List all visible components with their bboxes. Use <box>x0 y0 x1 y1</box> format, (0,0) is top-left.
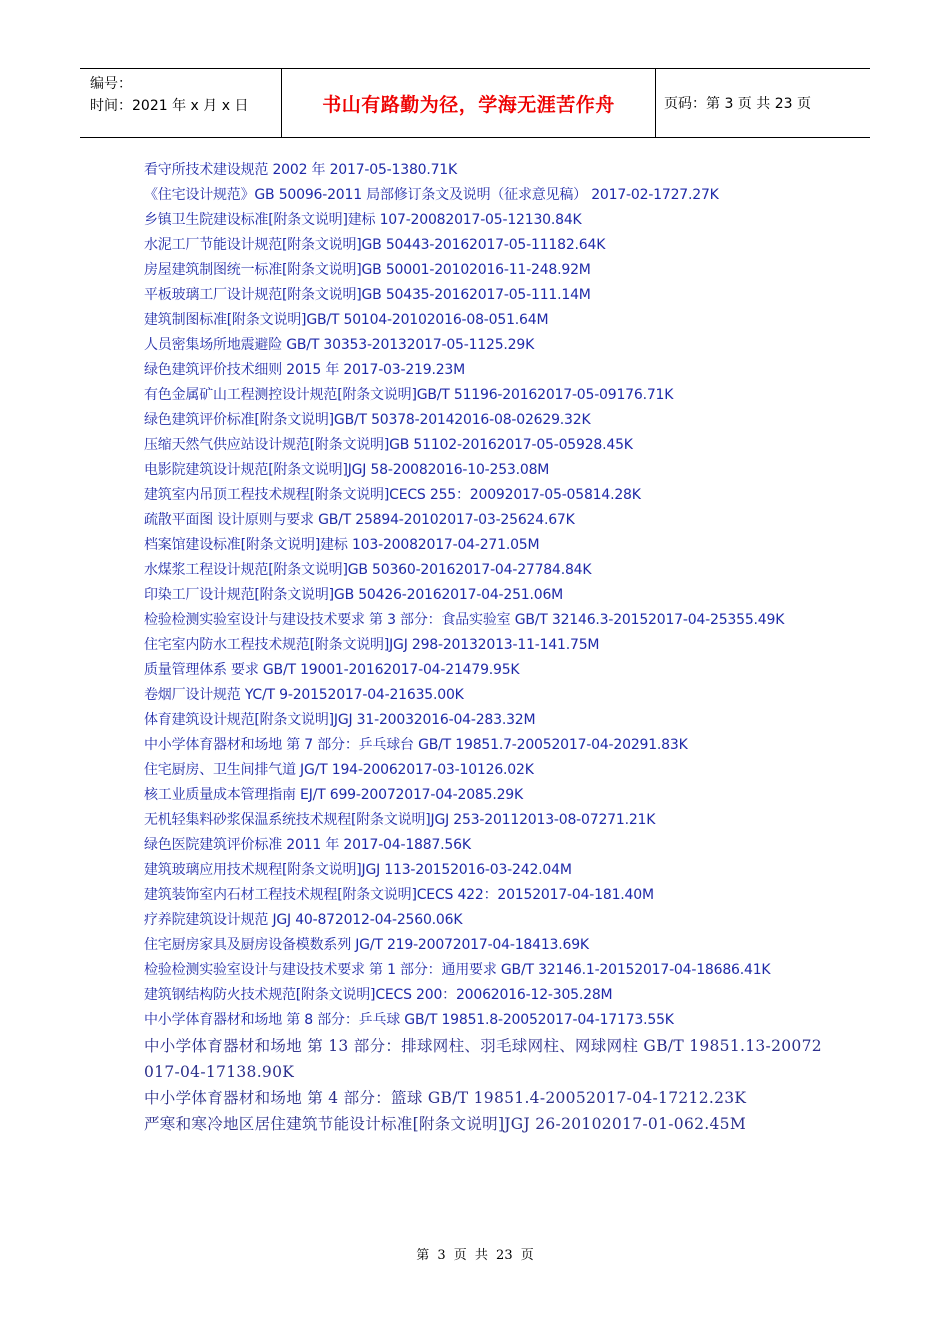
list-item: 检验检测实验室设计与建设技术要求 第 1 部分：通用要求 GB/T 32146.1-20152017-04-18686.41K <box>144 962 771 978</box>
list-item: 中小学体育器材和场地 第 4 部分：篮球 GB/T 19851.4-20052017-04-17212.23K <box>144 1089 747 1107</box>
list-item: 无机轻集料砂浆保温系统技术规程[附条文说明]JGJ 253-20112013-08-07271.21K <box>144 812 656 828</box>
time-label: 时间：2021 年 x 月 x 日 <box>90 98 249 114</box>
list-item: 住宅室内防水工程技术规范[附条文说明]JGJ 298-20132013-11-141.75M <box>144 637 600 653</box>
list-item: 建筑室内吊顶工程技术规程[附条文说明]CECS 255：20092017-05-05814.28K <box>144 487 641 503</box>
header-meta <box>80 69 282 137</box>
list-item: 档案馆建设标准[附条文说明]建标 103-20082017-04-271.05M <box>144 537 540 553</box>
list-item: 建筑玻璃应用技术规程[附条文说明]JGJ 113-20152016-03-242.04M <box>144 862 572 878</box>
list-item: 中小学体育器材和场地 第 13 部分：排球网柱、羽毛球网柱、网球网柱 GB/T 19851.13-20072017-04-17138.90K <box>144 1037 822 1081</box>
list-item: 疗养院建筑设计规范 JGJ 40-872012-04-2560.06K <box>144 912 463 928</box>
list-item: 印染工厂设计规范[附条文说明]GB 50426-20162017-04-251.06M <box>144 587 564 603</box>
list-item: 绿色建筑评价技术细则 2015 年 2017-03-219.23M <box>144 362 465 378</box>
page-header <box>80 68 870 138</box>
list-item: 疏散平面图 设计原则与要求 GB/T 25894-20102017-03-25624.67K <box>144 512 575 528</box>
page-footer: 第 3 页 共 23 页 <box>416 1248 534 1263</box>
list-item: 房屋建筑制图统一标准[附条文说明]GB 50001-20102016-11-248.92M <box>144 262 591 278</box>
list-item: 卷烟厂设计规范 YC/T 9-20152017-04-21635.00K <box>144 687 464 703</box>
list-item: 住宅厨房、卫生间排气道 JG/T 194-20062017-03-10126.02K <box>144 762 534 778</box>
list-item: 《住宅设计规范》GB 50096-2011 局部修订条文及说明（征求意见稿） 2017-02-1727.27K <box>144 187 719 203</box>
header-page-info: 页码：第 3 页 共 23 页 <box>664 96 811 112</box>
list-item: 中小学体育器材和场地 第 7 部分：乒乓球台 GB/T 19851.7-20052017-04-20291.83K <box>144 737 688 753</box>
list-item: 建筑制图标准[附条文说明]GB/T 50104-20102016-08-051.64M <box>144 312 549 328</box>
list-item: 建筑装饰室内石材工程技术规程[附条文说明]CECS 422：20152017-04-181.40M <box>144 887 654 903</box>
list-item: 检验检测实验室设计与建设技术要求 第 3 部分：食品实验室 GB/T 32146.3-20152017-04-25355.49K <box>144 612 785 628</box>
list-item: 核工业质量成本管理指南 EJ/T 699-20072017-04-2085.29K <box>144 787 523 803</box>
list-item: 看守所技术建设规范 2002 年 2017-05-1380.71K <box>144 162 458 178</box>
list-item: 质量管理体系 要求 GB/T 19001-20162017-04-21479.95K <box>144 662 520 678</box>
number-label: 编号： <box>90 76 132 92</box>
list-item: 水泥工厂节能设计规范[附条文说明]GB 50443-20162017-05-11182.64K <box>144 237 606 253</box>
list-item: 建筑钢结构防火技术规范[附条文说明]CECS 200：20062016-12-305.28M <box>144 987 613 1003</box>
list-item: 绿色建筑评价标准[附条文说明]GB/T 50378-20142016-08-02629.32K <box>144 412 591 428</box>
list-item: 住宅厨房家具及厨房设备模数系列 JG/T 219-20072017-04-18413.69K <box>144 937 589 953</box>
list-item: 平板玻璃工厂设计规范[附条文说明]GB 50435-20162017-05-111.14M <box>144 287 591 303</box>
list-item: 有色金属矿山工程测控设计规范[附条文说明]GB/T 51196-20162017-05-09176.71K <box>144 387 674 403</box>
list-item: 水煤浆工程设计规范[附条文说明]GB 50360-20162017-04-27784.84K <box>144 562 592 578</box>
list-item: 人员密集场所地震避险 GB/T 30353-20132017-05-1125.29K <box>144 337 535 353</box>
list-item: 体育建筑设计规范[附条文说明]JGJ 31-20032016-04-283.32M <box>144 712 536 728</box>
list-item: 严寒和寒冷地区居住建筑节能设计标准[附条文说明]JGJ 26-20102017-01-062.45M <box>144 1115 746 1133</box>
list-item: 乡镇卫生院建设标准[附条文说明]建标 107-20082017-05-12130.84K <box>144 212 582 228</box>
list-item: 绿色医院建筑评价标准 2011 年 2017-04-1887.56K <box>144 837 471 853</box>
document-body <box>144 158 824 1137</box>
list-item: 压缩天然气供应站设计规范[附条文说明]GB 51102-20162017-05-05928.45K <box>144 437 633 453</box>
list-item: 中小学体育器材和场地 第 8 部分：乒乓球 GB/T 19851.8-20052017-04-17173.55K <box>144 1012 674 1028</box>
header-motto: 书山有路勤为径，学海无涯苦作舟 <box>282 69 656 137</box>
list-item: 电影院建筑设计规范[附条文说明]JGJ 58-20082016-10-253.08M <box>144 462 550 478</box>
